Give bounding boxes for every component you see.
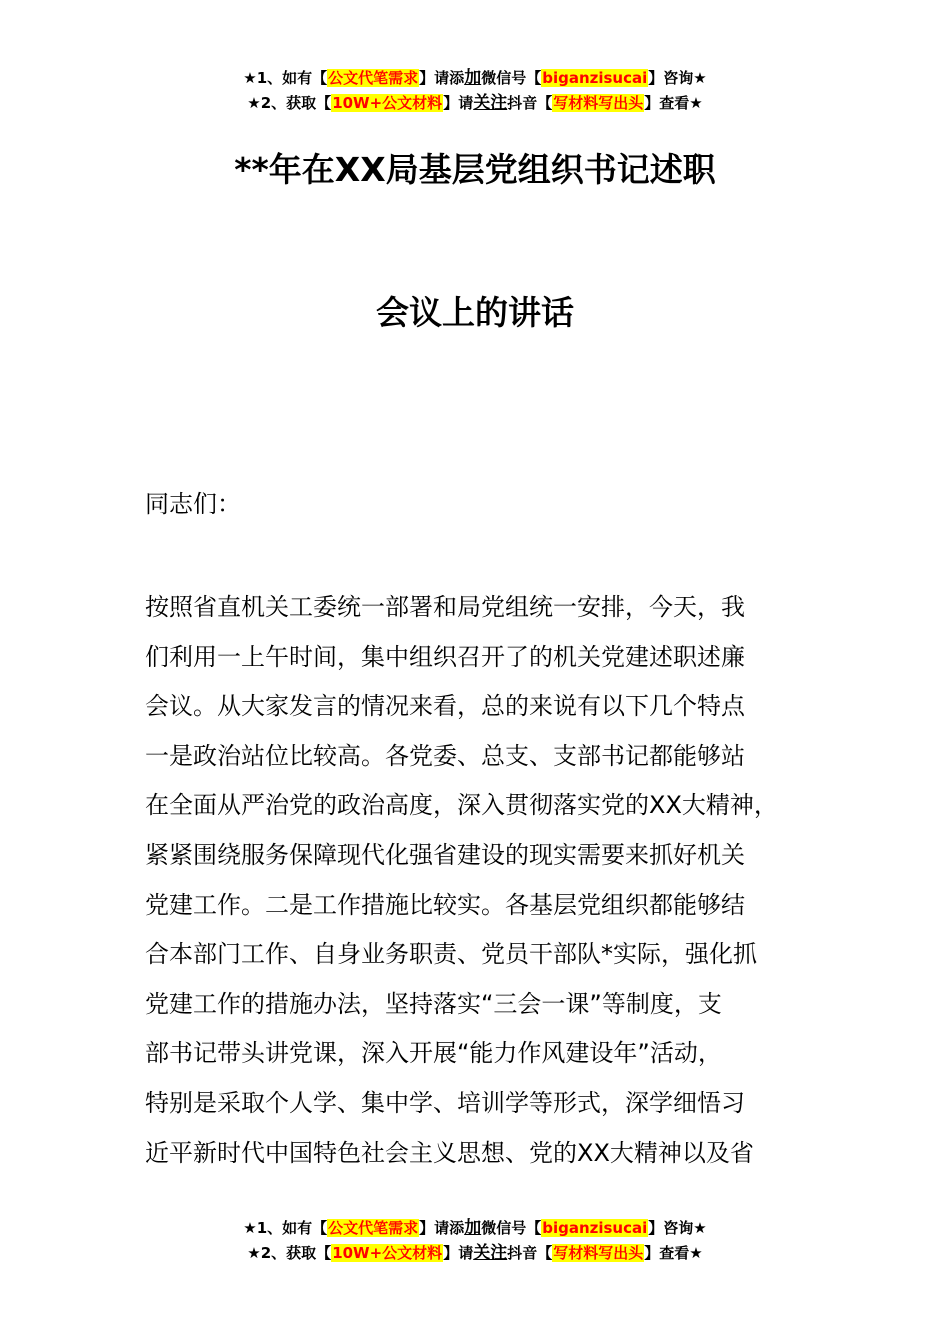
banner-text: 】请 — [443, 94, 474, 112]
banner-text: 】咨询★ — [648, 1219, 707, 1237]
banner-highlight: biganzisucai — [542, 69, 648, 87]
banner-text: ★1、如有【 — [243, 1219, 328, 1237]
banner-text: 抖音【 — [507, 94, 553, 112]
banner-highlight: 写材料写出头 — [553, 1244, 644, 1262]
body-line: 在全面从严治党的政治高度，深入贯彻落实党的XX大精神， — [145, 791, 778, 820]
footer-banner — [0, 1216, 950, 1266]
banner-text: 】查看★ — [644, 94, 703, 112]
banner-emphasis: 加 — [464, 68, 482, 88]
body-line: 合本部门工作、自身业务职责、党员干部队*实际，强化抓 — [145, 940, 757, 969]
salutation: 同志们： — [145, 490, 241, 518]
body-line: 紧紧围绕服务保障现代化强省建设的现实需要来抓好机关 — [145, 840, 745, 869]
body-line: 近平新时代中国特色社会主义思想、党的XX大精神以及省 — [145, 1138, 754, 1167]
banner-emphasis: 关注 — [473, 1243, 508, 1263]
body-line: 会议。从大家发言的情况来看，总的来说有以下几个特点 — [145, 692, 745, 721]
body-line: 党建工作。二是工作措施比较实。各基层党组织都能够结 — [145, 890, 745, 919]
banner-text: ★1、如有【 — [243, 69, 328, 87]
banner-text: 】查看★ — [644, 1244, 703, 1262]
banner-line-2 — [0, 91, 950, 116]
document-title-line-1: **年在XX局基层党组织书记述职 — [234, 150, 716, 189]
banner-text: ★2、获取【 — [247, 1244, 332, 1262]
body-line: 部书记带头讲党课，深入开展“能力作风建设年”活动， — [145, 1039, 722, 1068]
body-line: 们利用一上午时间，集中组织召开了的机关党建述职述廉 — [145, 642, 745, 671]
banner-text: 】请添 — [419, 69, 465, 87]
body-line: 党建工作的措施办法，坚持落实“三会一课”等制度，支 — [145, 989, 722, 1018]
banner-text: 微信号【 — [481, 69, 542, 87]
body-line: 按照省直机关工委统一部署和局党组统一安排，今天，我 — [145, 593, 745, 621]
banner-highlight: 10W+公文材料 — [332, 94, 443, 112]
banner-text: 抖音【 — [507, 1244, 553, 1262]
banner-highlight: 公文代笔需求 — [328, 1219, 419, 1237]
banner-text: 】咨询★ — [648, 69, 707, 87]
banner-line-1 — [0, 66, 950, 91]
banner-emphasis: 关注 — [473, 93, 508, 113]
banner-line-1 — [0, 1216, 950, 1241]
banner-emphasis: 加 — [464, 1218, 482, 1238]
header-banner — [0, 66, 950, 116]
body-line: 一是政治站位比较高。各党委、总支、支部书记都能够站 — [145, 741, 745, 770]
banner-highlight: 写材料写出头 — [553, 94, 644, 112]
banner-highlight: 公文代笔需求 — [328, 69, 419, 87]
banner-text: ★2、获取【 — [247, 94, 332, 112]
document-title-line-2: 会议上的讲话 — [376, 293, 574, 332]
banner-line-2 — [0, 1241, 950, 1266]
banner-text: 微信号【 — [481, 1219, 542, 1237]
banner-text: 】请添 — [419, 1219, 465, 1237]
body-paragraph — [145, 583, 835, 1178]
banner-highlight: biganzisucai — [542, 1219, 648, 1237]
banner-text: 】请 — [443, 1244, 474, 1262]
body-line: 特别是采取个人学、集中学、培训学等形式，深学细悟习 — [145, 1088, 745, 1117]
banner-highlight: 10W+公文材料 — [332, 1244, 443, 1262]
